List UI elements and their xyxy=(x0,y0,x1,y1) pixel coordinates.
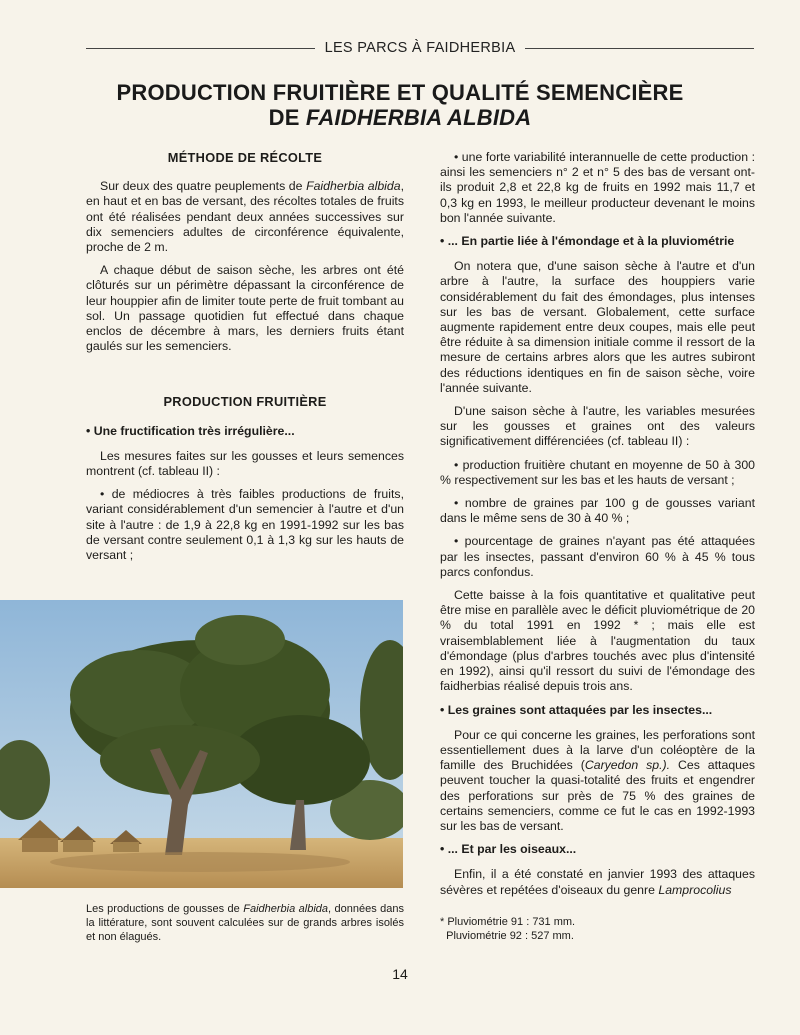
running-title: LES PARCS À FAIDHERBIA xyxy=(324,40,516,56)
right-column xyxy=(440,150,755,898)
figure-caption: Les productions de gousses de Faidherbia albida, données dans la littérature, sont souvent calculées sur de grands arbres isolés et non élagués. xyxy=(86,903,405,943)
bullet-heading: • ... Et par les oiseaux... xyxy=(440,842,577,857)
paragraph: Enfin, il a été constaté en janvier 1993 des attaques sévères et repétées d'oiseaux du genre Lamprocolius xyxy=(440,867,755,897)
paragraph: • nombre de graines par 100 g de gousses variant dans le même sens de 30 à 40 % ; xyxy=(440,496,755,526)
footnote-line: * Pluviométrie 91 : 731 mm. xyxy=(440,916,576,928)
header-rule-right xyxy=(525,48,754,49)
paragraph: On notera que, d'une saison sèche à l'autre et d'un arbre à l'autre, la surface des houppiers varie considérablement du fait des émondages, plus intenses sur les bas de versant. Globalement, cette surface augmente rapidement entre deux coupes, mais elle peut être réduite à sa dimension initiale comme il ressort de la mesure de certains arbres alors que les autres subiront des réductions identiques en fin de saison sèche, voire l'année suivante. xyxy=(440,259,755,395)
tree-photograph xyxy=(0,600,403,888)
paragraph: Les mesures faites sur les gousses et leurs semences montrent (cf. tableau II) : xyxy=(86,448,404,479)
footnote-line: Pluviométrie 92 : 527 mm. xyxy=(440,929,574,942)
left-column xyxy=(86,150,404,563)
bullet-heading: • Une fructification très irrégulière... xyxy=(86,423,295,438)
section-title-methode: MÉTHODE DE RÉCOLTE xyxy=(167,150,323,165)
bullet-heading: • ... En partie liée à l'émondage et à la pluviométrie xyxy=(440,234,735,249)
title-line-1: PRODUCTION FRUITIÈRE ET QUALITÉ SEMENCIÈRE xyxy=(116,80,684,105)
paragraph: • pourcentage de graines n'ayant pas été attaquées par les insectes, passant d'environ 60 % à 45 % tous parcs confondus. xyxy=(440,534,755,579)
paragraph: Cette baisse à la fois quantitative et qualitative peut être mise en parallèle avec le déficit pluviométrique de 20 % du total 1991 en 1992 * ; mais elle est vraisemblablement liée à l'augmentation du taux d'émondage (plus d'arbres touchés avec plus d'intensité en 1992), ainsi qu'il ressort du suivi de l'émondage des faidherbias réalisé depuis trois ans. xyxy=(440,588,755,694)
section-title-production: PRODUCTION FRUITIÈRE xyxy=(163,394,327,410)
title-line-2 xyxy=(80,105,720,130)
paragraph: • une forte variabilité interannuelle de cette production : ainsi les semenciers n° 2 et n° 5 des bas de versant ont-ils produit 2,8 et 22,8 kg de fruits en 1992 mais 11,7 et 0,3 kg en 1993, le meilleur producteur devenant le moins bon l'année suivante. xyxy=(440,150,755,225)
paragraph: • de médiocres à très faibles productions de fruits, variant considérablement d'un semencier à l'autre et d'un site à l'autre : de 1,9 à 22,8 kg en 1991-1992 sur les bas de versant contre seulement 0,1 à 1,3 kg sur les hauts de versant ; xyxy=(86,487,404,563)
paragraph: Sur deux des quatre peuplements de Faidherbia albida, en haut et en bas de versant, des récoltes totales de fruits ont été réalisées pendant deux années successives sur dix semenciers adultes de circonférence équivalente, proche de 2 m. xyxy=(86,179,404,255)
title-prefix: DE xyxy=(268,105,306,130)
header-rule-left xyxy=(86,48,315,49)
paragraph: D'une saison sèche à l'autre, les variables mesurées sur les gousses et graines ont des valeurs significativement différenciées (cf. tableau II) : xyxy=(440,404,755,449)
running-header xyxy=(86,40,754,56)
paragraph: A chaque début de saison sèche, les arbres ont été clôturés sur un périmètre dépassant la circonférence de leur houppier afin de limiter toute perte de fruit tombant au sol. Un passage quotidien fut effectué dans chaque enclos de décembre à mars, les derniers fruits étant gaulés sur les semenciers. xyxy=(86,263,404,354)
faidherbia-tree-image xyxy=(0,600,403,888)
paragraph: • production fruitière chutant en moyenne de 50 à 300 % respectivement sur les bas et les hauts de versant ; xyxy=(440,457,755,487)
paragraph: Pour ce qui concerne les graines, les perforations sont essentiellement dues à la larve d'un coléoptère de la famille des Bruchidées (Caryedon sp.). Ces attaques peuvent toucher la quasi-totalité des fruits et engendrer des perforations sur près de 75 % des graines de certains semenciers, comme ce fut le cas en 1992-1993 sur les bas de versant. xyxy=(440,727,755,833)
article-title xyxy=(80,80,720,130)
title-species: FAIDHERBIA ALBIDA xyxy=(305,105,532,130)
footnote xyxy=(440,916,755,943)
page-number: 14 xyxy=(392,966,408,982)
bullet-heading: • Les graines sont attaquées par les insectes... xyxy=(440,702,713,717)
